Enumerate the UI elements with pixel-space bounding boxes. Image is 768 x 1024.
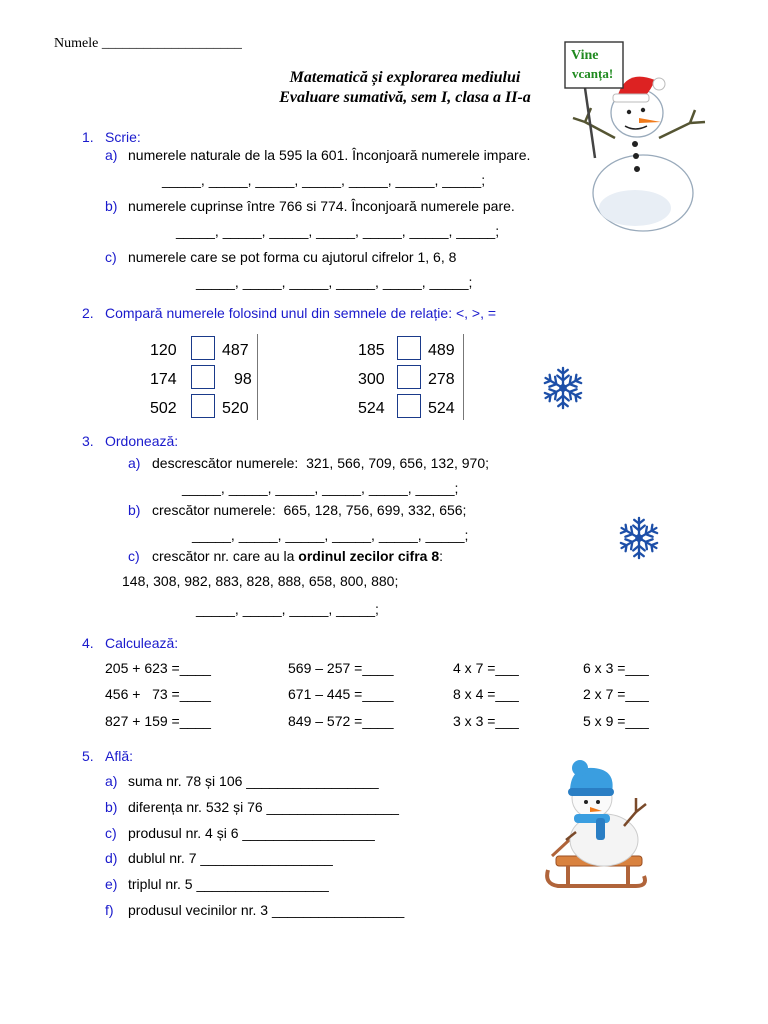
sign-text-line1: Vine <box>571 48 599 63</box>
ex3-c-blanks[interactable]: _____, _____, _____, _____; <box>196 601 379 617</box>
ex2-number: 2. <box>82 305 94 321</box>
snowman-sled-illustration <box>540 752 656 902</box>
ex3-c-letter: c) <box>128 548 140 564</box>
compare-left-1-a: 120 <box>150 342 177 359</box>
calc-item[interactable]: 827 + 159 =____ <box>105 713 211 729</box>
sign-text-line2: vcanța! <box>572 66 614 81</box>
ex3-b-line <box>152 502 466 518</box>
ex1-a-blanks[interactable]: _____, _____, _____, _____, _____, _____, _____; <box>162 172 486 188</box>
calc-item[interactable]: 6 x 3 =___ <box>583 660 649 676</box>
ex1-c-text: numerele care se pot forma cu ajutorul cifrelor 1, 6, 8 <box>128 249 457 265</box>
calc-item[interactable]: 456 + 73 =____ <box>105 686 211 702</box>
compare-box-right-1[interactable] <box>397 336 421 360</box>
ex3-title: Ordonează: <box>105 433 179 449</box>
ex3-b-nums: 665, 128, 756, 699, 332, 656; <box>283 502 467 518</box>
compare-box-left-1[interactable] <box>191 336 215 360</box>
ex5-f-letter: f) <box>105 902 114 918</box>
calc-item[interactable]: 3 x 3 =___ <box>453 713 519 729</box>
ex1-title: Scrie: <box>105 129 141 145</box>
compare-box-left-3[interactable] <box>191 394 215 418</box>
ex3-a-nums: 321, 566, 709, 656, 132, 970; <box>306 455 490 471</box>
ex3-a-text: descrescător numerele: <box>152 455 299 471</box>
ex3-c-colon: : <box>439 548 444 564</box>
ex5-b-text[interactable]: diferența nr. 532 și 76 _________________ <box>128 799 399 815</box>
ex5-title: Află: <box>105 748 134 764</box>
calc-item[interactable]: 4 x 7 =___ <box>453 660 519 676</box>
ex1-c-blanks[interactable]: _____, _____, _____, _____, _____, _____; <box>196 274 473 290</box>
ex1-b-letter: b) <box>105 198 118 214</box>
ex1-number: 1. <box>82 129 94 145</box>
ex1-b-text: numerele cuprinse între 766 si 774. Înconjoară numerele pare. <box>128 198 515 214</box>
compare-box-left-2[interactable] <box>191 365 215 389</box>
ex3-a-letter: a) <box>128 455 141 471</box>
compare-right-1-b: 489 <box>428 342 455 359</box>
ex3-a-blanks[interactable]: _____, _____, _____, _____, _____, _____; <box>182 480 459 496</box>
ex2-title: Compară numerele folosind unul din semnele de relație: <, >, = <box>105 305 497 321</box>
compare-left-2-b: 98 <box>234 371 252 388</box>
calc-item[interactable]: 569 – 257 =____ <box>288 660 394 676</box>
name-line[interactable]: ____________________ <box>101 36 242 51</box>
ex3-c-text: crescător nr. care au la <box>152 548 295 564</box>
ex3-number: 3. <box>82 433 94 449</box>
calc-item[interactable]: 671 – 445 =____ <box>288 686 394 702</box>
compare-box-right-2[interactable] <box>397 365 421 389</box>
calc-item[interactable]: 205 + 623 =____ <box>105 660 211 676</box>
ex1-c-letter: c) <box>105 249 117 265</box>
ex1-a-text: numerele naturale de la 595 la 601. Înconjoară numerele impare. <box>128 147 531 163</box>
ex3-c-nums: 148, 308, 982, 883, 828, 888, 658, 800, 880; <box>122 573 399 589</box>
compare-right-3-a: 524 <box>358 400 385 417</box>
calc-item[interactable]: 8 x 4 =___ <box>453 686 519 702</box>
ex5-d-letter: d) <box>105 850 118 866</box>
ex5-e-text[interactable]: triplul nr. 5 _________________ <box>128 876 329 892</box>
ex5-a-text[interactable]: suma nr. 78 și 106 _________________ <box>128 773 379 789</box>
compare-box-right-3[interactable] <box>397 394 421 418</box>
ex1-a-letter: a) <box>105 147 118 163</box>
snowflake-icon <box>540 364 586 412</box>
compare-left-2-a: 174 <box>150 371 177 388</box>
ex5-c-letter: c) <box>105 825 117 841</box>
compare-left-3-a: 502 <box>150 400 177 417</box>
ex3-a-line <box>152 455 489 471</box>
compare-divider-right <box>463 334 464 420</box>
calc-item[interactable]: 2 x 7 =___ <box>583 686 649 702</box>
compare-left-1-b: 487 <box>222 342 249 359</box>
ex5-a-letter: a) <box>105 773 118 789</box>
ex3-b-blanks[interactable]: _____, _____, _____, _____, _____, _____; <box>192 527 469 543</box>
worksheet-title-line2: Evaluare sumativă, sem I, clasa a II-a <box>279 89 531 106</box>
ex1-b-blanks[interactable]: _____, _____, _____, _____, _____, _____, _____; <box>176 223 500 239</box>
ex5-e-letter: e) <box>105 876 118 892</box>
calc-item[interactable]: 5 x 9 =___ <box>583 713 649 729</box>
compare-divider-left <box>257 334 258 420</box>
ex3-b-text: crescător numerele: <box>152 502 276 518</box>
compare-left-3-b: 520 <box>222 400 249 417</box>
name-field-label: Numele ____________________ <box>54 36 242 51</box>
ex5-number: 5. <box>82 748 94 764</box>
calc-item[interactable]: 849 – 572 =____ <box>288 713 394 729</box>
ex4-title: Calculează: <box>105 635 179 651</box>
ex3-c-bold: ordinul zecilor cifra 8 <box>298 548 440 564</box>
ex3-c-line <box>152 548 443 564</box>
ex4-number: 4. <box>82 635 94 651</box>
compare-right-3-b: 524 <box>428 400 455 417</box>
ex5-f-text[interactable]: produsul vecinilor nr. 3 _________________ <box>128 902 405 918</box>
compare-right-2-b: 278 <box>428 371 455 388</box>
ex5-c-text[interactable]: produsul nr. 4 și 6 _________________ <box>128 825 375 841</box>
worksheet-title-line1: Matematică și explorarea mediului <box>289 69 521 86</box>
compare-right-1-a: 185 <box>358 342 385 359</box>
compare-right-2-a: 300 <box>358 371 385 388</box>
ex3-b-letter: b) <box>128 502 141 518</box>
ex5-d-text[interactable]: dublul nr. 7 _________________ <box>128 850 333 866</box>
snowflake-icon <box>616 514 662 562</box>
ex5-b-letter: b) <box>105 799 118 815</box>
